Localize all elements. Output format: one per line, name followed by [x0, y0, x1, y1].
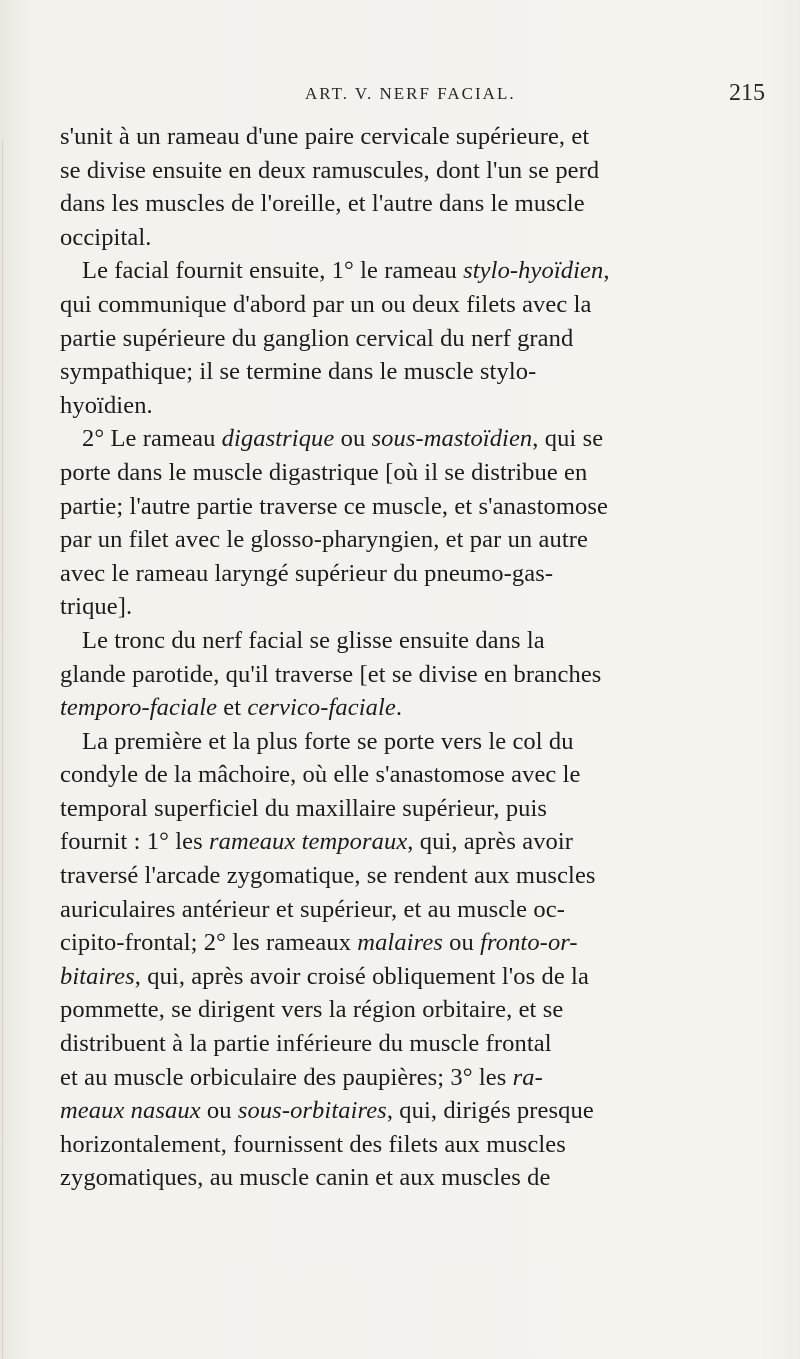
- text-line: [60, 658, 772, 692]
- text-line: [60, 490, 772, 524]
- text-run: , qui se: [532, 425, 604, 453]
- italic-term: sous-mastoïdien: [371, 425, 533, 453]
- text-run: 2° Le rameau: [82, 425, 222, 453]
- text-line: [60, 960, 772, 994]
- text-run: Le facial fournit ensuite, 1° le rameau: [82, 257, 464, 285]
- running-head: ART. V. NERF FACIAL.: [305, 84, 516, 103]
- text-line: [60, 926, 772, 960]
- text-run: et: [217, 694, 248, 722]
- text-run: partie; l'autre partie traverse ce muscle, et s'anastomose: [60, 492, 608, 520]
- italic-term: bitaires: [60, 962, 135, 990]
- text-run: dans les muscles de l'oreille, et l'autre dans le muscle: [60, 190, 585, 218]
- text-run: cipito-frontal; 2° les rameaux: [60, 929, 358, 957]
- text-run: par un filet avec le glosso-pharyngien, et par un autre: [60, 526, 588, 554]
- text-run: , qui, après avoir: [407, 828, 574, 856]
- text-run: sympathique; il se termine dans le muscle stylo-: [60, 358, 537, 386]
- text-line: [60, 758, 772, 792]
- text-line: [60, 221, 772, 255]
- text-run: , qui, dirigés presque: [386, 1097, 594, 1125]
- text-run: avec le rameau laryngé supérieur du pneumo-gas-: [60, 559, 554, 587]
- text-line: [60, 1128, 772, 1162]
- text-run: La première et la plus forte se porte vers le col du: [82, 727, 574, 755]
- text-line: [60, 859, 772, 893]
- text-line: [60, 725, 772, 759]
- page-number: 215: [729, 80, 765, 106]
- text-line: [60, 1161, 772, 1195]
- text-line: [60, 120, 772, 154]
- text-run: qui communique d'abord par un ou deux filets avec la: [60, 290, 592, 318]
- italic-term: ra-: [512, 1063, 543, 1091]
- italic-term: cervico-faciale: [247, 694, 396, 722]
- text-run: zygomatiques, au muscle canin et aux muscles de: [60, 1164, 551, 1192]
- text-run: distribuent à la partie inférieure du muscle frontal: [60, 1030, 552, 1058]
- page-gutter-shadow: [2, 140, 3, 1359]
- text-line: [60, 825, 772, 859]
- text-line: [60, 1094, 772, 1128]
- text-run: horizontalement, fournissent des filets aux muscles: [60, 1130, 566, 1158]
- italic-term: meaux nasaux: [60, 1097, 201, 1125]
- text-line: [60, 1027, 772, 1061]
- text-run: partie supérieure du ganglion cervical du nerf grand: [60, 324, 574, 352]
- body-text: [60, 120, 772, 1195]
- text-run: auriculaires antérieur et supérieur, et au muscle oc-: [60, 895, 565, 923]
- text-run: s'unit à un rameau d'une paire cervicale supérieure, et: [60, 123, 590, 150]
- italic-term: digastrique: [221, 425, 335, 453]
- text-run: ou: [442, 929, 481, 957]
- text-line: [60, 624, 772, 658]
- italic-term: stylo-hyoïdien: [463, 257, 604, 285]
- text-line: [60, 187, 772, 221]
- italic-term: malaires: [357, 929, 443, 957]
- text-line: [60, 792, 772, 826]
- text-run: ou: [334, 425, 372, 453]
- text-line: [60, 288, 772, 322]
- text-line: [60, 1061, 772, 1095]
- text-line: [60, 590, 772, 624]
- text-line: [60, 456, 772, 490]
- text-run: ,: [603, 257, 610, 285]
- page-header: [0, 80, 800, 114]
- text-run: fournit : 1° les: [60, 828, 209, 856]
- text-run: temporal superficiel du maxillaire supérieur, puis: [60, 794, 548, 822]
- text-run: traversé l'arcade zygomatique, se rendent aux muscles: [60, 862, 596, 890]
- text-line: [60, 557, 772, 591]
- text-run: se divise ensuite en deux ramuscules, dont l'un se perd: [60, 156, 600, 184]
- text-run: , qui, après avoir croisé obliquement l'os de la: [134, 962, 589, 990]
- text-line: [60, 523, 772, 557]
- text-run: condyle de la mâchoire, où elle s'anastomose avec le: [60, 761, 581, 789]
- text-run: pommette, se dirigent vers la région orbitaire, et se: [60, 996, 564, 1024]
- text-line: [60, 691, 772, 725]
- italic-term: fronto-or-: [480, 929, 578, 957]
- text-run: Le tronc du nerf facial se glisse ensuite dans la: [82, 626, 545, 654]
- text-run: .: [395, 694, 403, 722]
- text-line: [60, 389, 772, 423]
- text-line: [60, 254, 772, 288]
- italic-term: sous-orbitaires: [237, 1097, 387, 1125]
- text-run: hyoïdien.: [60, 391, 153, 419]
- text-run: et au muscle orbiculaire des paupières; 3° les: [60, 1063, 513, 1091]
- italic-term: temporo-faciale: [60, 694, 218, 722]
- text-run: glande parotide, qu'il traverse [et se divise en branches: [60, 660, 602, 688]
- text-run: ou: [200, 1097, 238, 1125]
- text-run: trique].: [60, 593, 133, 621]
- text-line: [60, 154, 772, 188]
- text-line: [60, 322, 772, 356]
- text-line: [60, 993, 772, 1027]
- text-line: [60, 893, 772, 927]
- text-line: [60, 355, 772, 389]
- italic-term: rameaux temporaux: [208, 828, 408, 856]
- text-line: [60, 422, 772, 456]
- text-run: occipital.: [60, 223, 152, 251]
- text-run: porte dans le muscle digastrique [où il se distribue en: [60, 458, 588, 486]
